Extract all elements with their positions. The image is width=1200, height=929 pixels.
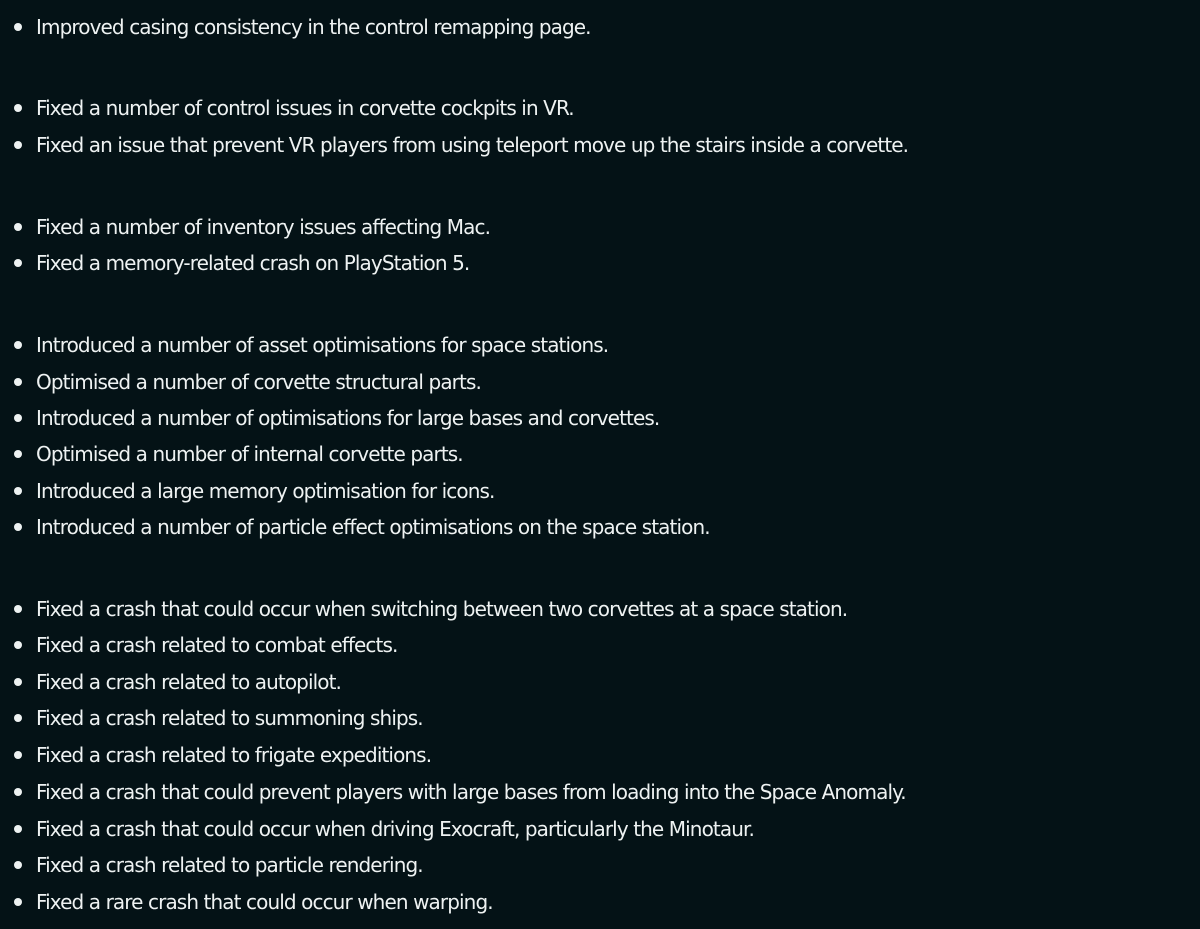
bullet-icon <box>14 678 22 686</box>
bullet-icon <box>14 751 22 759</box>
bullet-icon <box>14 450 22 458</box>
list-item-text: Fixed a crash related to frigate expeditions. <box>36 743 432 767</box>
bullet-icon <box>14 141 22 149</box>
bullet-icon <box>14 259 22 267</box>
bullet-icon <box>14 414 22 422</box>
bullet-icon <box>14 341 22 349</box>
list-item-text: Introduced a large memory optimisation for icons. <box>36 479 495 503</box>
bullet-icon <box>14 898 22 906</box>
list-item-text: Fixed a crash that could prevent players with large bases from loading into the Space Anomaly. <box>36 780 906 804</box>
list-item-text: Fixed a crash that could occur when driving Exocraft, particularly the Minotaur. <box>36 817 754 841</box>
list-item-text: Fixed a crash related to autopilot. <box>36 670 342 694</box>
list-item-text: Fixed an issue that prevent VR players from using teleport move up the stairs inside a corvette. <box>36 133 909 157</box>
list-item-text: Improved casing consistency in the control remapping page. <box>36 15 591 39</box>
bullet-icon <box>14 605 22 613</box>
list-item-text: Optimised a number of internal corvette parts. <box>36 442 463 466</box>
list-item-text: Fixed a number of inventory issues affecting Mac. <box>36 215 491 239</box>
bullet-icon <box>14 788 22 796</box>
list-item-text: Fixed a crash that could occur when switching between two corvettes at a space station. <box>36 597 848 621</box>
bullet-icon <box>14 861 22 869</box>
bullet-icon <box>14 523 22 531</box>
list-item-text: Optimised a number of corvette structural parts. <box>36 370 481 394</box>
list-item-text: Introduced a number of particle effect optimisations on the space station. <box>36 515 710 539</box>
bullet-icon <box>14 487 22 495</box>
bullet-icon <box>14 714 22 722</box>
bullet-icon <box>14 23 22 31</box>
list-item-text: Fixed a rare crash that could occur when warping. <box>36 890 493 914</box>
list-item-text: Introduced a number of optimisations for large bases and corvettes. <box>36 406 660 430</box>
bullet-icon <box>14 378 22 386</box>
list-item-text: Fixed a number of control issues in corvette cockpits in VR. <box>36 96 574 120</box>
list-item-text: Fixed a crash related to summoning ships. <box>36 706 423 730</box>
bullet-icon <box>14 223 22 231</box>
bullet-icon <box>14 825 22 833</box>
list-item-text: Fixed a crash related to combat effects. <box>36 633 398 657</box>
list-item-text: Fixed a crash related to particle rendering. <box>36 853 423 877</box>
list-item-text: Introduced a number of asset optimisations for space stations. <box>36 333 609 357</box>
list-item-text: Fixed a memory-related crash on PlayStation 5. <box>36 251 470 275</box>
bullet-icon <box>14 641 22 649</box>
bullet-icon <box>14 104 22 112</box>
